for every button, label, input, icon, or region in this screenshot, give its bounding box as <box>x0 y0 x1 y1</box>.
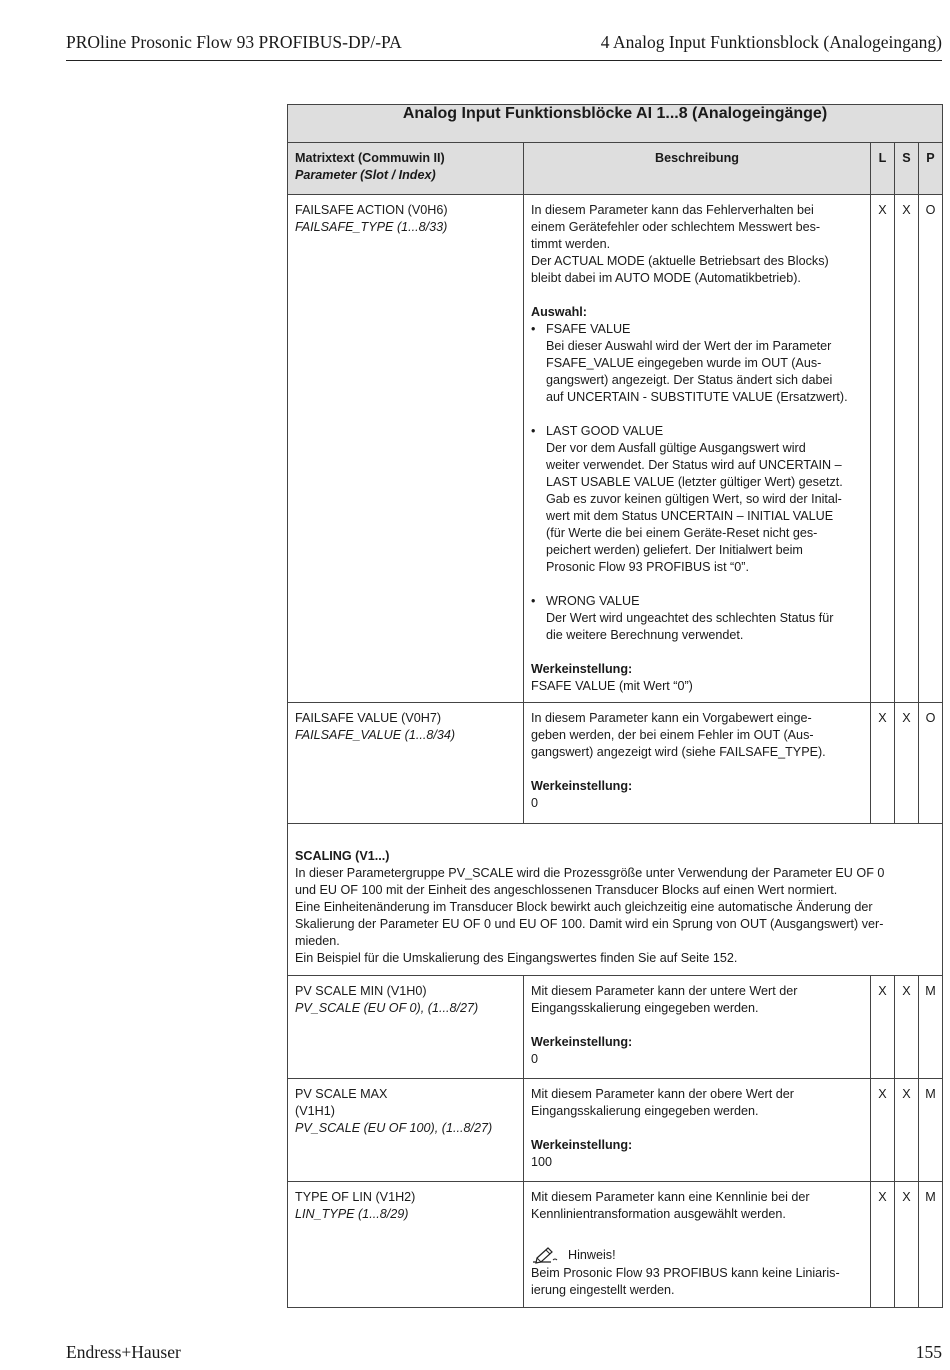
option-title: LAST GOOD VALUE <box>546 424 664 438</box>
section-line: und EU OF 100 mit der Einheit des angeschlossenen Transducer Blocks auf einen Wert normiert. <box>295 883 838 897</box>
matrix-text: FAILSAFE ACTION (V0H6) <box>295 203 448 217</box>
flag-p: M <box>919 976 943 1079</box>
header-rule <box>66 60 942 61</box>
flag-l: X <box>871 1182 895 1308</box>
pencil-note-icon <box>531 1245 559 1265</box>
option-line: (für Werte die bei einem Geräte-Reset nicht ges- <box>546 526 818 540</box>
bullet-icon: • <box>531 424 536 438</box>
description-line: Mit diesem Parameter kann eine Kennlinie bei der <box>531 1190 810 1204</box>
option-line: die weitere Berechnung verwendet. <box>546 628 744 642</box>
parameter-text: PV_SCALE (EU OF 100), (1...8/27) <box>295 1121 493 1135</box>
parameter-text: LIN_TYPE (1...8/29) <box>295 1207 409 1221</box>
section-title: SCALING (V1...) <box>295 849 390 863</box>
description-line: Kennlinientransformation ausgewählt werden. <box>531 1207 786 1221</box>
section-line: mieden. <box>295 934 340 948</box>
running-header-left: PROline Prosonic Flow 93 PROFIBUS-DP/-PA <box>66 32 402 52</box>
flag-s: X <box>895 1182 919 1308</box>
default-label: Werkeinstellung: <box>531 1035 633 1049</box>
flag-p: M <box>919 1079 943 1182</box>
description-line: bleibt dabei im AUTO MODE (Automatikbetrieb). <box>531 271 801 285</box>
description-line: Mit diesem Parameter kann der untere Wert der <box>531 984 798 998</box>
scaling-section <box>288 824 943 976</box>
description-cell <box>524 1182 871 1308</box>
default-label: Werkeinstellung: <box>531 779 633 793</box>
parameter-text: FAILSAFE_TYPE (1...8/33) <box>295 220 448 234</box>
flag-l: X <box>871 976 895 1079</box>
parameter-table <box>287 104 943 1308</box>
col-header-description: Beschreibung <box>524 143 871 195</box>
matrix-cell <box>288 1079 524 1182</box>
hint-heading <box>531 1245 863 1265</box>
matrix-cell <box>288 1182 524 1308</box>
flag-s: X <box>895 703 919 824</box>
parameter-text: PV_SCALE (EU OF 0), (1...8/27) <box>295 1001 479 1015</box>
option-line: gangswert) angezeigt. Der Status ändert sich dabei <box>546 373 833 387</box>
matrix-cell <box>288 703 524 824</box>
table-row <box>288 976 943 1079</box>
matrix-text: (V1H1) <box>295 1104 335 1118</box>
running-header-right: 4 Analog Input Funktionsblock (Analogeingang) <box>600 32 942 52</box>
description-line: Der ACTUAL MODE (aktuelle Betriebsart des Blocks) <box>531 254 829 268</box>
table-title: Analog Input Funktionsblöcke AI 1...8 (Analogeingänge) <box>288 105 943 143</box>
col-header-matrix <box>288 143 524 195</box>
description-line: einem Gerätefehler oder schlechtem Messwert bes- <box>531 220 821 234</box>
matrix-cell <box>288 195 524 703</box>
default-value: FSAFE VALUE (mit Wert “0”) <box>531 679 693 693</box>
section-line: Eine Einheitenänderung im Transducer Block bewirkt auch gleichzeitig eine automatische Änderung der <box>295 900 873 914</box>
option-line: weiter verwendet. Der Status wird auf UNCERTAIN – <box>546 458 842 472</box>
footer-brand: Endress+Hauser <box>66 1342 181 1362</box>
matrix-text: PV SCALE MAX <box>295 1087 388 1101</box>
option-line: peichert werden) geliefert. Der Initialwert beim <box>546 543 803 557</box>
col-header-matrix-text: Matrixtext (Commuwin II) <box>295 151 445 165</box>
description-line: timmt werden. <box>531 237 611 251</box>
option-line: Der Wert wird ungeachtet des schlechten Status für <box>546 611 834 625</box>
option-line: Der vor dem Ausfall gültige Ausgangswert wird <box>546 441 806 455</box>
matrix-text: FAILSAFE VALUE (V0H7) <box>295 711 442 725</box>
parameter-text: FAILSAFE_VALUE (1...8/34) <box>295 728 456 742</box>
default-value: 0 <box>531 1052 539 1066</box>
col-header-p: P <box>919 143 943 195</box>
flag-l: X <box>871 1079 895 1182</box>
flag-l: X <box>871 195 895 703</box>
description-line: geben werden, der bei einem Fehler im OUT (Aus- <box>531 728 814 742</box>
col-header-parameter: Parameter (Slot / Index) <box>295 168 436 182</box>
section-row <box>288 824 943 976</box>
option-item <box>531 423 863 576</box>
table-row <box>288 1182 943 1308</box>
hint-line: Beim Prosonic Flow 93 PROFIBUS kann keine Liniaris- <box>531 1266 840 1280</box>
bullet-icon: • <box>531 594 536 608</box>
default-label: Werkeinstellung: <box>531 662 633 676</box>
description-line: Eingangsskalierung eingegeben werden. <box>531 1001 759 1015</box>
option-line: auf UNCERTAIN - SUBSTITUTE VALUE (Ersatzwert). <box>546 390 848 404</box>
table-row <box>288 195 943 703</box>
matrix-text: TYPE OF LIN (V1H2) <box>295 1190 416 1204</box>
description-cell <box>524 195 871 703</box>
col-header-s: S <box>895 143 919 195</box>
flag-l: X <box>871 703 895 824</box>
option-item <box>531 321 863 406</box>
col-header-l: L <box>871 143 895 195</box>
section-line: Skalierung der Parameter EU OF 0 und EU OF 100. Damit wird ein Sprung von OUT (Ausgangswert) ver- <box>295 917 884 931</box>
bullet-icon: • <box>531 322 536 336</box>
description-line: In diesem Parameter kann ein Vorgabewert einge- <box>531 711 812 725</box>
matrix-cell <box>288 976 524 1079</box>
selection-label: Auswahl: <box>531 305 587 319</box>
default-label: Werkeinstellung: <box>531 1138 633 1152</box>
description-line: gangswert) angezeigt wird (siehe FAILSAFE_TYPE). <box>531 745 826 759</box>
flag-s: X <box>895 1079 919 1182</box>
option-line: Bei dieser Auswahl wird der Wert der im Parameter <box>546 339 832 353</box>
hint-line: ierung eingestellt werden. <box>531 1283 675 1297</box>
default-value: 0 <box>531 796 539 810</box>
option-title: FSAFE VALUE <box>546 322 631 336</box>
page-number: 155 <box>915 1342 942 1362</box>
matrix-text: PV SCALE MIN (V1H0) <box>295 984 427 998</box>
option-line: Gab es zuvor keinen gültigen Wert, so wird der Inital- <box>546 492 842 506</box>
option-line: LAST USABLE VALUE (letzter gültiger Wert) gesetzt. <box>546 475 843 489</box>
option-title: WRONG VALUE <box>546 594 640 608</box>
description-line: Mit diesem Parameter kann der obere Wert der <box>531 1087 794 1101</box>
flag-p: O <box>919 195 943 703</box>
description-cell <box>524 703 871 824</box>
flag-s: X <box>895 195 919 703</box>
flag-s: X <box>895 976 919 1079</box>
flag-p: M <box>919 1182 943 1308</box>
section-line: Ein Beispiel für die Umskalierung des Eingangswertes finden Sie auf Seite 152. <box>295 951 738 965</box>
option-line: wert mit dem Status UNCERTAIN – INITIAL VALUE <box>546 509 834 523</box>
option-line: Prosonic Flow 93 PROFIBUS ist “0”. <box>546 560 749 574</box>
flag-p: O <box>919 703 943 824</box>
hint-label: Hinweis! <box>568 1247 616 1262</box>
table-row <box>288 1079 943 1182</box>
description-cell <box>524 976 871 1079</box>
option-line: FSAFE_VALUE eingegeben wurde im OUT (Aus- <box>546 356 822 370</box>
table-row <box>288 703 943 824</box>
description-cell <box>524 1079 871 1182</box>
default-value: 100 <box>531 1155 553 1169</box>
option-item <box>531 593 863 644</box>
section-line: In dieser Parametergruppe PV_SCALE wird die Prozessgröße unter Verwendung der Parameter EU OF 0 <box>295 866 885 880</box>
description-line: Eingangsskalierung eingegeben werden. <box>531 1104 759 1118</box>
description-line: In diesem Parameter kann das Fehlerverhalten bei <box>531 203 814 217</box>
